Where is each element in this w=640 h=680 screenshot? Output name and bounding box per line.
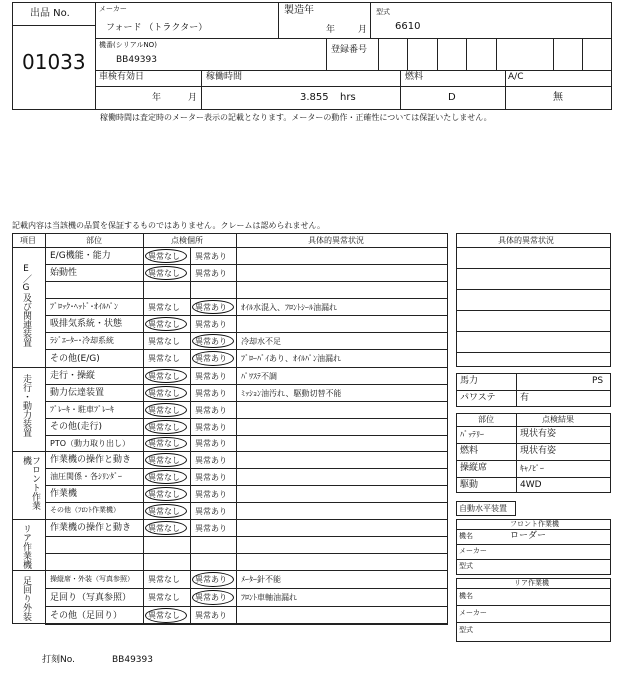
circle-mark-normal — [145, 437, 187, 450]
option-abnormal[interactable]: 異常あり — [195, 268, 227, 278]
row-detail: ﾐｯｼｮﾝ油汚れ、駆動切替不能 — [241, 388, 342, 398]
rear-impl-title: リア作業機 — [514, 579, 549, 587]
row-part: 作業機の操作と動き — [50, 523, 132, 533]
option-normal[interactable]: 異常なし — [148, 455, 180, 465]
option-abnormal[interactable]: 異常あり — [195, 302, 227, 312]
circle-mark-normal — [145, 249, 187, 263]
row-part: その他（ﾌﾛﾝﾄ作業機） — [50, 506, 120, 514]
option-normal[interactable]: 異常なし — [148, 268, 180, 278]
rear-maker-label: メーカー — [459, 609, 487, 617]
circle-mark-normal — [145, 420, 187, 434]
option-normal[interactable]: 異常なし — [148, 489, 180, 499]
front-name-label: 機名 — [459, 532, 473, 540]
col-check: 点検個所 — [171, 236, 203, 245]
fuel-check-label: 燃料 — [460, 446, 479, 456]
option-normal[interactable]: 異常なし — [148, 575, 180, 584]
col-item: 項目 — [20, 236, 36, 245]
row-part: 吸排気系統・状態 — [50, 319, 123, 329]
row-detail: ﾒｰﾀｰ針不能 — [241, 575, 281, 584]
inspection-label: 車検有効日 — [99, 72, 145, 82]
circle-mark-abnormal — [192, 351, 234, 366]
row-detail: ﾌﾞﾛｰﾊﾞｲあり、ｵｲﾙﾊﾟﾝ油漏れ — [241, 354, 341, 363]
option-normal[interactable]: 異常なし — [148, 336, 180, 346]
row-part: その他(走行) — [50, 422, 103, 432]
group-front: フロント作業機 — [21, 456, 40, 510]
option-normal[interactable]: 異常なし — [148, 319, 180, 329]
option-abnormal[interactable]: 異常あり — [195, 506, 227, 516]
row-part: ﾗｼﾞｴｰﾀｰ･冷却系統 — [50, 336, 114, 345]
cab-value: ｷｬﾉﾋﾟｰ — [520, 464, 544, 473]
rear-name-label: 機名 — [459, 592, 473, 600]
option-abnormal[interactable]: 異常あり — [195, 354, 227, 363]
fuel-value: D — [448, 92, 456, 103]
row-part: 作業機の操作と動き — [50, 455, 132, 465]
option-normal[interactable]: 異常なし — [148, 388, 180, 398]
option-normal[interactable]: 異常なし — [148, 506, 180, 516]
row-part: 作業機 — [50, 489, 78, 499]
row-part: その他(E/G) — [50, 353, 100, 364]
parts-header: 部位 — [478, 415, 494, 424]
battery-value: 現状有姿 — [520, 429, 557, 439]
fuel-check-value: 現状有姿 — [520, 446, 557, 456]
row-part: E/G機能・能力 — [50, 251, 111, 261]
year-label: 製造年 — [284, 5, 314, 16]
option-normal[interactable]: 異常なし — [148, 354, 180, 363]
row-part: その他（足回り） — [50, 610, 123, 621]
row-detail: ﾊﾟﾜｽﾃ不調 — [241, 371, 277, 381]
front-impl-title: フロント作業機 — [510, 520, 559, 528]
circle-mark-normal — [145, 608, 187, 623]
front-maker-label: メーカー — [459, 547, 487, 555]
lot-number: 01033 — [22, 50, 86, 74]
hours-unit: hrs — [340, 92, 356, 103]
inspection-month-unit: 月 — [188, 93, 198, 103]
option-abnormal[interactable]: 異常あり — [195, 611, 227, 620]
rear-model-label: 型式 — [459, 626, 473, 634]
ac-label: A/C — [508, 72, 524, 82]
row-detail: 冷却水不足 — [241, 336, 281, 346]
option-abnormal[interactable]: 異常あり — [195, 489, 227, 499]
hours-value: 3.855 — [300, 92, 329, 103]
group-eg: E／G及び関連装置 — [21, 264, 31, 347]
row-part: ﾌﾞﾛｯｸ･ﾍｯﾄﾞ･ｵｲﾙﾊﾟﾝ — [50, 302, 118, 311]
option-abnormal[interactable]: 異常あり — [195, 251, 227, 261]
circle-mark-normal — [145, 521, 187, 535]
quality-note: 記載内容は当該機の品質を保証するものではありません。クレームは認められません。 — [12, 221, 325, 230]
model-value: 6610 — [395, 21, 421, 32]
stamp-value: BB49393 — [112, 655, 153, 665]
circle-mark-normal — [145, 470, 187, 484]
drive-label: 駆動 — [460, 480, 479, 490]
lot-label: 出品 No. — [30, 8, 70, 19]
option-abnormal[interactable]: 異常あり — [195, 371, 227, 381]
row-part: 足回り（写真参照） — [50, 592, 132, 603]
maker-value: フォード （トラクター） — [106, 23, 208, 33]
option-abnormal[interactable]: 異常あり — [195, 455, 227, 465]
option-abnormal[interactable]: 異常あり — [195, 439, 227, 448]
row-part: 走行・操縦 — [50, 371, 96, 381]
option-abnormal[interactable]: 異常あり — [195, 593, 227, 602]
hours-label: 稼働時間 — [206, 72, 243, 82]
drive-value: 4WD — [520, 480, 542, 490]
option-normal[interactable]: 異常なし — [148, 611, 180, 620]
circle-mark-normal — [145, 369, 187, 383]
hp-label: 馬力 — [460, 376, 479, 386]
front-name-value: ローダー — [510, 531, 547, 541]
row-part: 動力伝達装置 — [50, 388, 105, 398]
fuel-label: 燃料 — [405, 72, 424, 82]
circle-mark-normal — [145, 266, 187, 280]
col-detail: 具体的異常状況 — [308, 236, 364, 245]
option-normal[interactable]: 異常なし — [148, 439, 180, 448]
row-part: 操縦席・外装（写真参照） — [50, 574, 134, 583]
row-detail: ｵｲﾙ水混入、ﾌﾛﾝﾄｼｰﾙ油漏れ — [241, 302, 337, 312]
right-detail-header: 具体的異常状況 — [498, 236, 554, 245]
option-abnormal[interactable]: 異常あり — [195, 336, 227, 346]
serial-value: BB49393 — [116, 55, 157, 65]
option-abnormal[interactable]: 異常あり — [195, 405, 227, 415]
circle-mark-abnormal — [192, 334, 234, 348]
option-abnormal[interactable]: 異常あり — [195, 523, 227, 533]
row-part: PTO（動力取り出し） — [50, 438, 131, 448]
inspection-year-unit: 年 — [152, 93, 162, 103]
circle-mark-abnormal — [192, 590, 234, 605]
result-header: 点検結果 — [542, 415, 574, 424]
month-unit: 月 — [358, 25, 368, 35]
model-label: 型式 — [376, 8, 390, 16]
row-part: 油圧関係・各ｼﾘﾝﾀﾞｰ — [50, 472, 122, 481]
option-normal[interactable]: 異常なし — [148, 523, 180, 533]
hp-unit: PS — [592, 376, 604, 386]
circle-mark-normal — [145, 403, 187, 417]
row-part: ﾌﾞﾚｰｷ・駐車ﾌﾞﾚｰｷ — [50, 405, 114, 414]
option-abnormal[interactable]: 異常あり — [195, 388, 227, 398]
option-normal[interactable]: 異常なし — [148, 371, 180, 381]
year-unit: 年 — [326, 25, 336, 35]
option-normal[interactable]: 異常なし — [148, 251, 180, 261]
battery-label: ﾊﾞｯﾃﾘｰ — [460, 430, 484, 439]
circle-mark-normal — [145, 487, 187, 501]
option-normal[interactable]: 異常なし — [148, 405, 180, 415]
option-abnormal[interactable]: 異常あり — [195, 422, 227, 432]
option-normal[interactable]: 異常なし — [148, 472, 180, 482]
auto-level-label: 自動水平装置 — [459, 504, 507, 513]
group-rear: リア作業機 — [21, 524, 31, 569]
option-abnormal[interactable]: 異常あり — [195, 319, 227, 329]
option-normal[interactable]: 異常なし — [148, 593, 180, 602]
circle-mark-abnormal — [192, 300, 234, 314]
ac-value: 無 — [553, 92, 563, 103]
row-part: 始動性 — [50, 268, 78, 278]
circle-mark-normal — [145, 453, 187, 467]
cab-label: 操縦席 — [460, 463, 488, 473]
circle-mark-normal — [145, 504, 187, 518]
circle-mark-normal — [145, 317, 187, 331]
option-abnormal[interactable]: 異常あり — [195, 472, 227, 482]
reg-label: 登録番号 — [331, 45, 368, 55]
maker-label: メーカー — [99, 5, 127, 13]
group-exterior: 足回り外装 — [21, 576, 31, 621]
option-normal[interactable]: 異常なし — [148, 422, 180, 432]
circle-mark-normal — [145, 386, 187, 400]
col-part: 部位 — [86, 236, 102, 245]
circle-mark-abnormal — [192, 572, 234, 587]
front-model-label: 型式 — [459, 562, 473, 570]
group-drive: 走行・動力装置 — [21, 374, 31, 437]
option-normal[interactable]: 異常なし — [148, 302, 180, 312]
row-detail: ﾌﾛﾝﾄ車軸油漏れ — [241, 593, 297, 602]
hours-note: 稼働時間は査定時のメーター表示の記載となります。メーターの動作・正確性については保証いたしません。 — [100, 113, 492, 122]
option-abnormal[interactable]: 異常あり — [195, 575, 227, 584]
serial-label: 機番(シリアルNO) — [99, 41, 157, 49]
stamp-label: 打刻No. — [42, 655, 75, 665]
powersteer-value: 有 — [520, 393, 530, 403]
powersteer-label: パワステ — [460, 393, 496, 403]
